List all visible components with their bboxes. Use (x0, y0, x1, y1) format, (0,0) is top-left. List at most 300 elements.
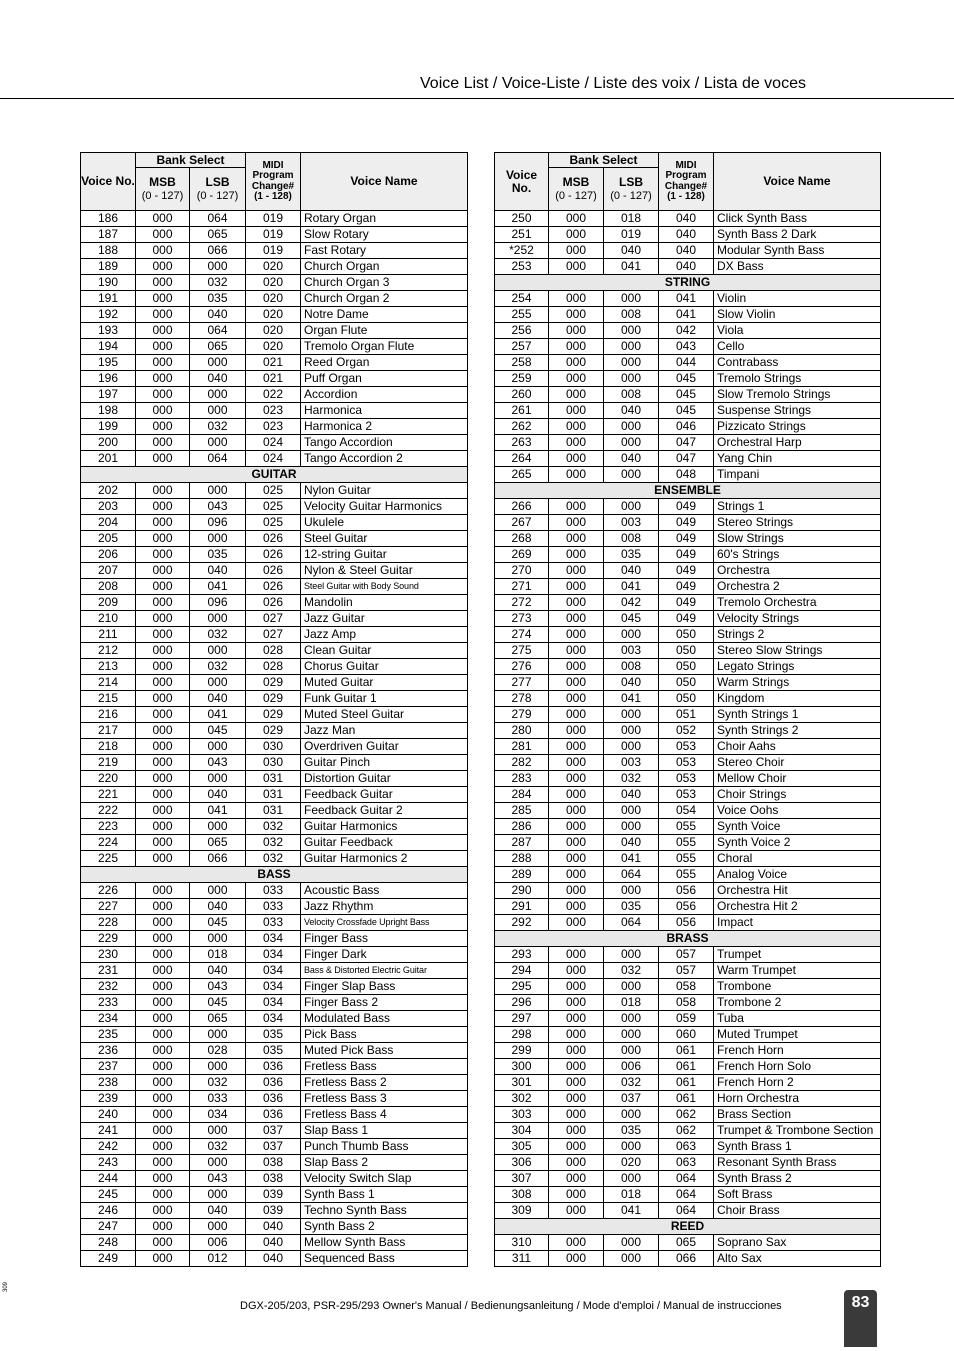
msb-cell: 000 (549, 883, 604, 899)
program-change-cell: 036 (246, 1059, 301, 1075)
lsb-cell: 020 (604, 1155, 659, 1171)
program-change-cell: 037 (246, 1139, 301, 1155)
msb-cell: 000 (549, 531, 604, 547)
voice-name-cell: Yang Chin (714, 451, 881, 467)
voice-no-cell: 193 (81, 323, 136, 339)
program-change-cell: 050 (659, 643, 714, 659)
table-row (81, 1043, 468, 1059)
program-change-cell: 057 (659, 963, 714, 979)
voice-name-cell: Soft Brass (714, 1187, 881, 1203)
table-row (81, 291, 468, 307)
msb-cell: 000 (549, 867, 604, 883)
table-row (495, 515, 881, 531)
program-change-cell: 040 (659, 243, 714, 259)
voice-no-cell: 239 (81, 1091, 136, 1107)
bank-select-header: Bank Select (136, 153, 246, 168)
msb-cell: 000 (549, 915, 604, 931)
msb-cell: 000 (136, 1139, 190, 1155)
lsb-cell: 000 (604, 1011, 659, 1027)
lsb-cell: 034 (190, 1107, 246, 1123)
msb-cell: 000 (549, 403, 604, 419)
program-change-cell: 053 (659, 787, 714, 803)
msb-cell: 000 (136, 707, 190, 723)
voice-no-cell: 294 (495, 963, 549, 979)
program-change-cell: 039 (246, 1203, 301, 1219)
voice-no-cell: 219 (81, 755, 136, 771)
program-change-cell: 035 (246, 1043, 301, 1059)
lsb-cell: 032 (190, 627, 246, 643)
voice-name-cell: Warm Trumpet (714, 963, 881, 979)
lsb-cell: 000 (604, 1107, 659, 1123)
voice-name-cell: Slow Violin (714, 307, 881, 323)
voice-no-cell: 230 (81, 947, 136, 963)
table-row (81, 259, 468, 275)
lsb-cell: 008 (604, 387, 659, 403)
lsb-cell: 000 (604, 723, 659, 739)
msb-cell: 000 (136, 675, 190, 691)
voice-name-cell: Jazz Rhythm (301, 899, 468, 915)
lsb-cell: 000 (604, 1251, 659, 1267)
voice-name-cell: Reed Organ (301, 355, 468, 371)
program-change-cell: 050 (659, 627, 714, 643)
voice-name-cell: Choir Aahs (714, 739, 881, 755)
voice-name-cell: Strings 2 (714, 627, 881, 643)
lsb-cell: 064 (604, 915, 659, 931)
voice-name-cell: Funk Guitar 1 (301, 691, 468, 707)
voice-no-cell: 220 (81, 771, 136, 787)
table-row (81, 1123, 468, 1139)
program-change-cell: 047 (659, 435, 714, 451)
lsb-cell: 000 (190, 819, 246, 835)
table-row (495, 1171, 881, 1187)
voice-name-cell: Tremolo Strings (714, 371, 881, 387)
lsb-cell: 006 (604, 1059, 659, 1075)
voice-name-cell: Contrabass (714, 355, 881, 371)
msb-cell: 000 (549, 451, 604, 467)
table-row (495, 211, 881, 227)
voice-name-cell: Chorus Guitar (301, 659, 468, 675)
program-change-cell: 040 (659, 211, 714, 227)
msb-cell: 000 (136, 1043, 190, 1059)
midi-header (246, 153, 301, 211)
voice-name-cell: Violin (714, 291, 881, 307)
voice-name-cell: Viola (714, 323, 881, 339)
voice-name-cell: Slow Rotary (301, 227, 468, 243)
lsb-cell: 041 (604, 259, 659, 275)
lsb-cell: 040 (190, 899, 246, 915)
voice-name-cell: Steel Guitar (301, 531, 468, 547)
voice-name-cell: Warm Strings (714, 675, 881, 691)
table-row (495, 707, 881, 723)
lsb-cell: 000 (604, 803, 659, 819)
voice-no-cell: 287 (495, 835, 549, 851)
voice-name-cell: Horn Orchestra (714, 1091, 881, 1107)
voice-no-cell: 209 (81, 595, 136, 611)
program-change-cell: 034 (246, 995, 301, 1011)
program-change-cell: 033 (246, 915, 301, 931)
table-row (81, 755, 468, 771)
voice-no-cell: 288 (495, 851, 549, 867)
program-change-cell: 024 (246, 435, 301, 451)
table-row (495, 883, 881, 899)
table-row (495, 1043, 881, 1059)
msb-cell: 000 (136, 211, 190, 227)
msb-cell: 000 (549, 1091, 604, 1107)
voice-no-cell: 295 (495, 979, 549, 995)
program-change-cell: 037 (246, 1123, 301, 1139)
table-row (495, 867, 881, 883)
lsb-cell: 043 (190, 979, 246, 995)
msb-cell: 000 (549, 723, 604, 739)
voice-name-cell: Jazz Guitar (301, 611, 468, 627)
lsb-cell: 041 (190, 579, 246, 595)
msb-cell: 000 (136, 931, 190, 947)
table-row (81, 1059, 468, 1075)
lsb-cell: 000 (604, 355, 659, 371)
program-change-cell: 050 (659, 691, 714, 707)
voice-no-cell: 212 (81, 643, 136, 659)
table-row (81, 643, 468, 659)
lsb-cell: 000 (190, 771, 246, 787)
voice-list-table-right (494, 152, 881, 1267)
msb-header-range: (0 - 127) (555, 189, 597, 202)
voice-name-cell: Velocity Switch Slap (301, 1171, 468, 1187)
table-row (81, 1203, 468, 1219)
voice-no-cell: 293 (495, 947, 549, 963)
msb-cell: 000 (136, 1251, 190, 1267)
msb-cell: 000 (136, 643, 190, 659)
program-change-cell: 040 (246, 1219, 301, 1235)
voice-no-cell: 269 (495, 547, 549, 563)
program-change-cell: 044 (659, 355, 714, 371)
lsb-cell: 000 (604, 435, 659, 451)
lsb-cell: 000 (190, 739, 246, 755)
msb-cell: 000 (136, 803, 190, 819)
voice-name-cell: Notre Dame (301, 307, 468, 323)
table-row (81, 803, 468, 819)
program-change-cell: 055 (659, 867, 714, 883)
msb-cell: 000 (549, 1059, 604, 1075)
program-change-cell: 049 (659, 531, 714, 547)
voice-name-cell: Kingdom (714, 691, 881, 707)
voice-no-cell: 229 (81, 931, 136, 947)
msb-cell: 000 (549, 835, 604, 851)
category-row (495, 483, 881, 499)
msb-cell: 000 (549, 259, 604, 275)
program-change-cell: 028 (246, 659, 301, 675)
table-row (81, 1171, 468, 1187)
program-change-cell: 027 (246, 611, 301, 627)
voice-name-cell: Distortion Guitar (301, 771, 468, 787)
voice-name-header: Voice Name (301, 153, 468, 211)
lsb-cell: 035 (604, 1123, 659, 1139)
lsb-cell: 000 (190, 403, 246, 419)
lsb-cell: 018 (190, 947, 246, 963)
table-row (81, 355, 468, 371)
voice-name-cell: Tremolo Organ Flute (301, 339, 468, 355)
category-row (81, 867, 468, 883)
lsb-cell: 040 (190, 787, 246, 803)
msb-cell: 000 (136, 1171, 190, 1187)
voice-no-cell: 259 (495, 371, 549, 387)
msb-cell: 000 (549, 355, 604, 371)
voice-name-cell: Tango Accordion 2 (301, 451, 468, 467)
voice-name-cell: Feedback Guitar (301, 787, 468, 803)
msb-cell: 000 (136, 515, 190, 531)
msb-cell: 000 (549, 643, 604, 659)
program-change-cell: 056 (659, 899, 714, 915)
msb-cell: 000 (136, 611, 190, 627)
table-row (495, 1059, 881, 1075)
table-row (81, 307, 468, 323)
table-row (81, 451, 468, 467)
program-change-cell: 034 (246, 963, 301, 979)
program-change-cell: 050 (659, 675, 714, 691)
msb-cell: 000 (549, 387, 604, 403)
voice-no-cell: 231 (81, 963, 136, 979)
category-label: BRASS (495, 931, 881, 947)
voice-no-cell: 296 (495, 995, 549, 1011)
voice-no-cell: 233 (81, 995, 136, 1011)
lsb-cell: 000 (190, 1059, 246, 1075)
program-change-cell: 034 (246, 979, 301, 995)
voice-name-cell: Organ Flute (301, 323, 468, 339)
table-row (81, 1139, 468, 1155)
program-change-cell: 020 (246, 339, 301, 355)
voice-no-cell: 302 (495, 1091, 549, 1107)
msb-cell: 000 (549, 707, 604, 723)
lsb-cell: 041 (190, 707, 246, 723)
program-change-cell: 038 (246, 1171, 301, 1187)
voice-name-cell: 12-string Guitar (301, 547, 468, 563)
msb-cell: 000 (549, 979, 604, 995)
table-row (495, 1235, 881, 1251)
voice-name-cell: Slow Strings (714, 531, 881, 547)
voice-name-cell: Guitar Harmonics 2 (301, 851, 468, 867)
msb-cell: 000 (136, 483, 190, 499)
voice-no-cell: 250 (495, 211, 549, 227)
voice-no-cell: 240 (81, 1107, 136, 1123)
voice-no-cell: 309 (495, 1203, 549, 1219)
msb-cell: 000 (549, 851, 604, 867)
voice-no-cell: 225 (81, 851, 136, 867)
voice-no-cell: 245 (81, 1187, 136, 1203)
voice-no-cell: 289 (495, 867, 549, 883)
lsb-cell: 000 (604, 1235, 659, 1251)
voice-name-cell: Timpani (714, 467, 881, 483)
msb-cell: 000 (136, 835, 190, 851)
lsb-cell: 000 (604, 1171, 659, 1187)
voice-name-cell: Steel Guitar with Body Sound (301, 579, 468, 595)
lsb-cell: 040 (190, 563, 246, 579)
table-row (81, 227, 468, 243)
voice-name-cell: Slap Bass 2 (301, 1155, 468, 1171)
msb-cell: 000 (549, 899, 604, 915)
msb-cell: 000 (549, 627, 604, 643)
voice-name-cell: Synth Voice 2 (714, 835, 881, 851)
voice-name-cell: Fretless Bass 2 (301, 1075, 468, 1091)
voice-name-cell: Legato Strings (714, 659, 881, 675)
program-change-cell: 038 (246, 1155, 301, 1171)
msb-cell: 000 (136, 899, 190, 915)
msb-cell: 000 (136, 547, 190, 563)
voice-no-cell: 311 (495, 1251, 549, 1267)
table-row (495, 243, 881, 259)
voice-no-cell: *252 (495, 243, 549, 259)
voice-no-cell: 266 (495, 499, 549, 515)
lsb-cell: 040 (604, 243, 659, 259)
lsb-cell: 000 (604, 291, 659, 307)
voice-no-cell: 306 (495, 1155, 549, 1171)
table-row (81, 531, 468, 547)
table-row (495, 1187, 881, 1203)
voice-no-cell: 247 (81, 1219, 136, 1235)
program-change-cell: 058 (659, 995, 714, 1011)
msb-cell: 000 (549, 323, 604, 339)
voice-name-cell: Muted Guitar (301, 675, 468, 691)
voice-no-cell: 265 (495, 467, 549, 483)
msb-cell: 000 (136, 787, 190, 803)
table-row (495, 915, 881, 931)
lsb-cell: 018 (604, 1187, 659, 1203)
msb-cell: 000 (136, 243, 190, 259)
lsb-cell: 000 (604, 371, 659, 387)
lsb-cell: 043 (190, 755, 246, 771)
table-row (495, 1091, 881, 1107)
voice-no-cell: 272 (495, 595, 549, 611)
program-change-cell: 029 (246, 723, 301, 739)
voice-no-cell: 196 (81, 371, 136, 387)
voice-no-cell: 271 (495, 579, 549, 595)
program-change-cell: 030 (246, 739, 301, 755)
lsb-cell: 028 (190, 1043, 246, 1059)
category-row (81, 467, 468, 483)
program-change-cell: 033 (246, 883, 301, 899)
program-change-cell: 040 (246, 1251, 301, 1267)
voice-no-cell: 278 (495, 691, 549, 707)
program-change-cell: 058 (659, 979, 714, 995)
voice-name-cell: Fast Rotary (301, 243, 468, 259)
program-change-cell: 036 (246, 1091, 301, 1107)
lsb-cell: 040 (604, 675, 659, 691)
voice-no-cell: 277 (495, 675, 549, 691)
table-row (495, 627, 881, 643)
table-row (495, 307, 881, 323)
voice-name-cell: French Horn 2 (714, 1075, 881, 1091)
lsb-cell: 000 (604, 739, 659, 755)
voice-name-cell: Tremolo Orchestra (714, 595, 881, 611)
program-change-cell: 026 (246, 595, 301, 611)
msb-cell: 000 (136, 355, 190, 371)
voice-no-cell: 275 (495, 643, 549, 659)
voice-name-header: Voice Name (714, 153, 881, 211)
msb-cell: 000 (136, 1203, 190, 1219)
table-row (81, 275, 468, 291)
page-title: Voice List / Voice-Liste / Liste des voix / Lista de voces (420, 75, 806, 92)
table-row (81, 739, 468, 755)
table-row (81, 659, 468, 675)
table-row (81, 819, 468, 835)
table-row (81, 483, 468, 499)
lsb-cell: 064 (190, 323, 246, 339)
voice-no-cell: 241 (81, 1123, 136, 1139)
table-row (495, 451, 881, 467)
program-change-cell: 026 (246, 531, 301, 547)
voice-name-cell: Stereo Slow Strings (714, 643, 881, 659)
program-change-cell: 028 (246, 643, 301, 659)
voice-no-cell: 246 (81, 1203, 136, 1219)
table-row (495, 227, 881, 243)
table-row (81, 627, 468, 643)
voice-name-cell: French Horn Solo (714, 1059, 881, 1075)
voice-no-cell: 292 (495, 915, 549, 931)
program-change-cell: 026 (246, 563, 301, 579)
lsb-cell: 003 (604, 755, 659, 771)
msb-cell: 000 (136, 1059, 190, 1075)
voice-name-cell: Nylon & Steel Guitar (301, 563, 468, 579)
lsb-cell: 032 (190, 275, 246, 291)
voice-no-cell: 237 (81, 1059, 136, 1075)
table-row (81, 771, 468, 787)
voice-name-cell: Acoustic Bass (301, 883, 468, 899)
msb-cell: 000 (549, 659, 604, 675)
msb-cell: 000 (136, 227, 190, 243)
table-row (81, 435, 468, 451)
voice-no-cell: 305 (495, 1139, 549, 1155)
lsb-cell: 041 (604, 1203, 659, 1219)
voice-no-cell: 273 (495, 611, 549, 627)
table-row (495, 1011, 881, 1027)
table-row (495, 787, 881, 803)
msb-cell: 000 (136, 435, 190, 451)
lsb-cell: 043 (190, 499, 246, 515)
voice-no-cell: 256 (495, 323, 549, 339)
lsb-cell: 000 (190, 435, 246, 451)
program-change-cell: 057 (659, 947, 714, 963)
voice-list-table-left (80, 152, 468, 1267)
voice-no-cell: 194 (81, 339, 136, 355)
msb-cell: 000 (549, 1251, 604, 1267)
voice-name-cell: Pizzicato Strings (714, 419, 881, 435)
msb-cell: 000 (549, 1171, 604, 1187)
lsb-cell: 032 (604, 771, 659, 787)
program-change-cell: 020 (246, 259, 301, 275)
lsb-cell: 006 (190, 1235, 246, 1251)
program-change-cell: 061 (659, 1091, 714, 1107)
table-row (495, 691, 881, 707)
lsb-cell: 035 (190, 547, 246, 563)
table-row (495, 803, 881, 819)
lsb-cell: 041 (604, 851, 659, 867)
msb-cell: 000 (549, 1011, 604, 1027)
program-change-cell: 040 (246, 1235, 301, 1251)
voice-no-cell: 264 (495, 451, 549, 467)
voice-no-cell: 263 (495, 435, 549, 451)
lsb-cell: 000 (190, 1123, 246, 1139)
voice-name-cell: Choir Strings (714, 787, 881, 803)
voice-name-cell: Impact (714, 915, 881, 931)
table-row (81, 1155, 468, 1171)
table-row (495, 851, 881, 867)
voice-no-cell: 213 (81, 659, 136, 675)
lsb-header-range: (0 - 127) (196, 189, 239, 202)
voice-name-cell: Mellow Synth Bass (301, 1235, 468, 1251)
msb-cell: 000 (136, 595, 190, 611)
msb-cell: 000 (549, 419, 604, 435)
voice-no-cell: 285 (495, 803, 549, 819)
voice-no-cell: 254 (495, 291, 549, 307)
lsb-cell: 000 (190, 1027, 246, 1043)
